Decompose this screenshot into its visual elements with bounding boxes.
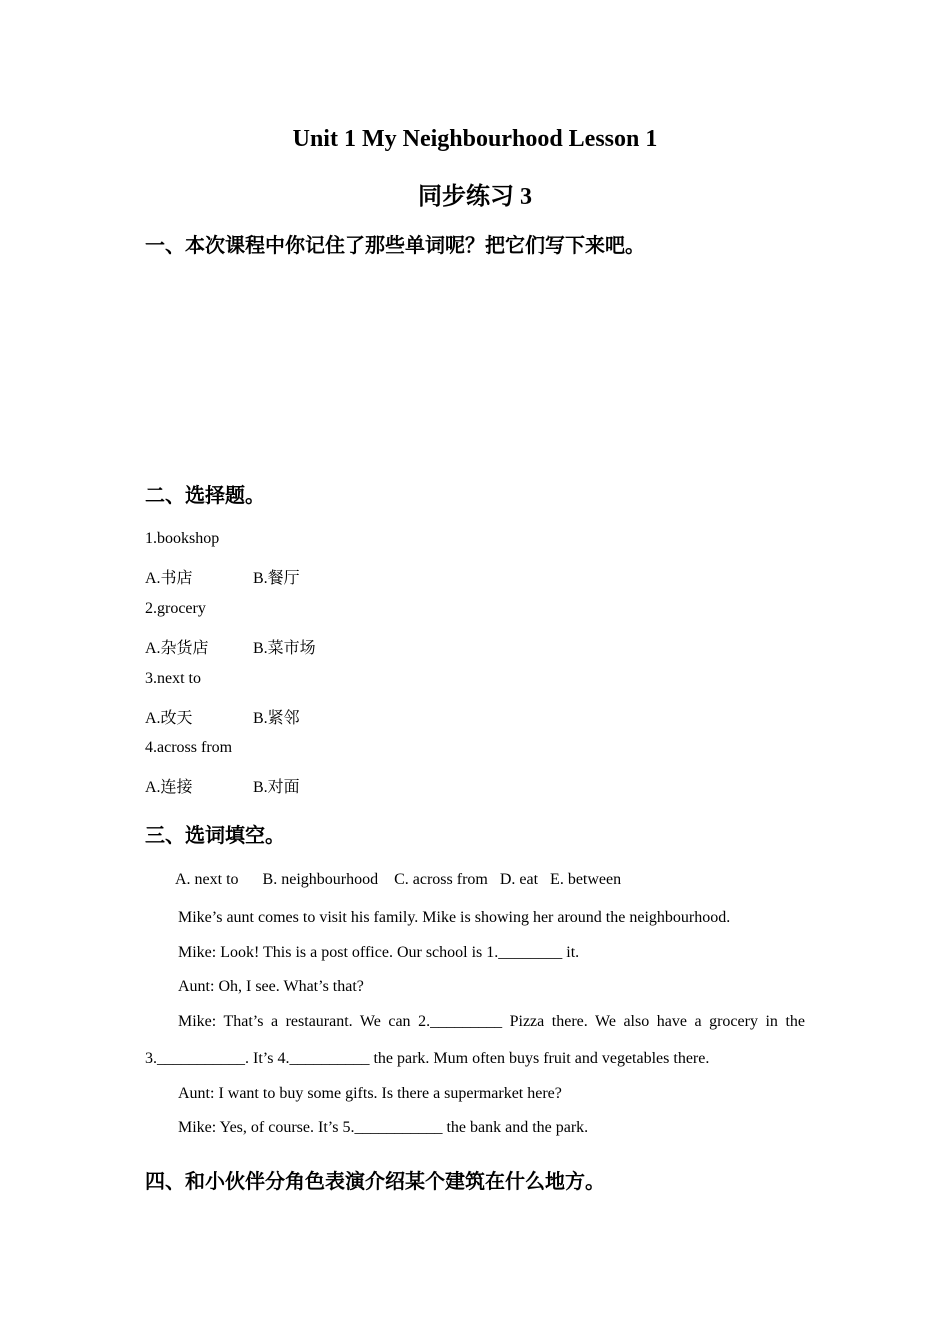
passage-line-1: Mike’s aunt comes to visit his family. Mike is showing her around the neighbourhood. [178,909,731,926]
passage-line-7: Mike: Yes, of course. It’s 5.___________ the bank and the park. [178,1119,589,1136]
section4-heading: 四、和小伙伴分角色表演介绍某个建筑在什么地方。 [145,1169,605,1193]
section2-heading: 二、选择题。 [145,483,265,507]
question-2-option-b: B.菜市场 [253,640,316,657]
question-4-stem: 4.across from [145,739,233,756]
question-3-stem: 3.next to [145,670,201,687]
question-2-option-a: A.杂货店 [145,640,209,657]
question-3-option-a: A.改天 [145,710,193,727]
question-1-stem: 1.bookshop [145,530,220,547]
question-2-stem: 2.grocery [145,600,206,617]
section1-heading: 一、本次课程中你记住了那些单词呢？把它们写下来吧。 [145,233,645,257]
question-4-option-b: B.对面 [253,779,300,796]
question-1-option-a: A.书店 [145,570,193,587]
page-title: Unit 1 My Neighbourhood Lesson 1 [292,126,658,152]
question-1-option-b: B.餐厅 [253,570,300,587]
passage-line-6: Aunt: I want to buy some gifts. Is there a supermarket here? [178,1085,562,1102]
question-3-option-b: B.紧邻 [253,710,300,727]
passage-line-3: Aunt: Oh, I see. What’s that? [178,978,364,995]
passage-line-4: Mike: That’s a restaurant. We can 2._________ Pizza there. We also have a grocery in the [178,1013,805,1030]
page-subtitle: 同步练习 3 [418,184,532,210]
section3-heading: 三、选词填空。 [145,823,285,847]
word-bank: A. next to B. neighbourhood C. across from D. eat E. between [175,871,622,888]
question-4-option-a: A.连接 [145,779,193,796]
passage-line-5: 3.___________. It’s 4.__________ the park. Mum often buys fruit and vegetables there. [145,1050,710,1067]
passage-line-2: Mike: Look! This is a post office. Our school is 1.________ it. [178,944,580,961]
